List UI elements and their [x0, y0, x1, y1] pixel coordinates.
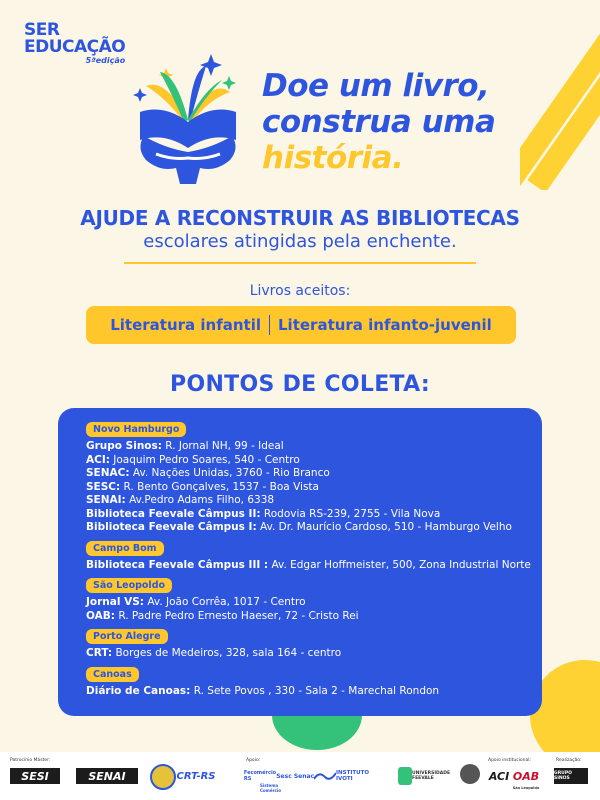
oab-sub-label: São Leopoldo — [512, 785, 540, 790]
accepted-item-infanto-juvenil: Literatura infanto-juvenil — [278, 316, 492, 334]
collection-point-address: R. Sete Povos , 330 - Sala 2 - Marechal Rondon — [190, 684, 440, 697]
collection-point-address: Av. Edgar Hoffmeister, 500, Zona Industrial Norte — [268, 558, 531, 571]
city-tag: Canoas — [86, 667, 139, 682]
collection-point-row — [86, 685, 536, 699]
help-title: AJUDE A RECONSTRUIR AS BIBLIOTECAS — [80, 206, 520, 230]
collection-point-row — [86, 508, 536, 522]
collection-point-address: Joaquim Pedro Soares, 540 - Centro — [109, 453, 300, 466]
collection-point-row — [86, 440, 536, 454]
collection-point-row — [86, 596, 536, 610]
collection-point-name: Biblioteca Feevale Câmpus II: — [86, 507, 261, 520]
headline-line3: história. — [262, 140, 404, 176]
city-group — [86, 625, 536, 661]
accepted-label: Livros aceitos: — [249, 283, 351, 299]
senac-logo: Senac — [293, 772, 315, 780]
brand-line2: EDUCAÇÃO — [24, 37, 126, 57]
city-group — [86, 663, 536, 699]
feevale-logo: UNIVERSIDADE FEEVALE — [412, 771, 451, 781]
ivoti-wave-icon — [314, 768, 336, 784]
headline-line2: construa uma — [262, 104, 496, 140]
collection-point-name: SESC: — [86, 480, 121, 493]
collection-point-row — [86, 494, 536, 508]
collection-point-row — [86, 559, 536, 573]
collection-points-card — [58, 408, 542, 716]
city-group — [86, 537, 536, 573]
collection-point-address: Rodovia RS-239, 2755 - Vila Nova — [260, 507, 441, 520]
fecomercio-logo: Fecomércio RS — [243, 770, 277, 782]
collection-point-name: SENAI: — [86, 494, 126, 506]
sponsors-footer — [0, 752, 600, 800]
collection-point-row — [86, 467, 536, 481]
book-hands-illustration — [126, 48, 246, 188]
city-group — [86, 418, 536, 535]
collection-points-title: PONTOS DE COLETA: — [170, 372, 430, 397]
collection-point-address: Borges de Medeiros, 328, sala 164 - centro — [112, 647, 342, 659]
brand-edition: 5ªedição — [85, 56, 126, 65]
collection-point-name: SENAC: — [86, 467, 130, 479]
collection-point-address: R. Jornal NH, 99 - Ideal — [161, 440, 284, 452]
divider — [124, 262, 476, 264]
accepted-books-pill — [86, 306, 516, 344]
collection-point-row — [86, 481, 536, 495]
sistema-comercio-logo: Sistema Comércio — [260, 783, 282, 793]
footer-label-master: Patrocínio Máster: — [10, 758, 51, 763]
collection-point-address: Av. João Corrêa, 1017 - Centro — [144, 596, 306, 608]
senai-logo: SENAI — [76, 768, 138, 784]
instituto-ivoti-logo: INSTITUTO IVOTI — [336, 770, 370, 782]
city-tag: Campo Bom — [86, 541, 164, 556]
collection-point-name: ACI: — [86, 453, 110, 466]
crt-seal-icon — [150, 764, 176, 790]
footer-label-realizacao: Realização: — [556, 758, 582, 763]
collection-point-address: Av. Dr. Maurício Cardoso, 510 - Hamburgo Velho — [256, 521, 512, 533]
collection-point-address: R. Padre Pedro Ernesto Haeser, 72 - Cristo Rei — [114, 609, 359, 622]
oab-logo: OAB — [512, 769, 540, 783]
ser-educacao-logo — [24, 22, 125, 65]
accepted-item-infantil: Literatura infantil — [110, 316, 261, 334]
collection-point-name: Grupo Sinos: — [86, 440, 162, 452]
help-subtitle: escolares atingidas pela enchente. — [143, 231, 457, 252]
collection-points-list — [86, 418, 536, 700]
aci-logo: ACI — [488, 769, 510, 783]
headline-line1: Doe um livro, — [262, 68, 490, 104]
collection-point-address: R. Bento Gonçalves, 1537 - Boa Vista — [120, 480, 319, 493]
municipal-seal-icon — [460, 764, 480, 784]
feevale-shield-icon — [398, 767, 412, 785]
collection-point-name: Biblioteca Feevale Câmpus I: — [86, 521, 257, 533]
brand-line1: SER — [24, 20, 60, 40]
collection-point-row — [86, 521, 536, 535]
corner-stripes-decoration — [520, 0, 600, 190]
pill-separator — [269, 315, 270, 335]
city-tag: Porto Alegre — [86, 629, 168, 644]
collection-point-name: CRT: — [86, 647, 113, 659]
footer-label-apoio: Apoio: — [246, 758, 261, 763]
city-tag: Novo Hamburgo — [86, 422, 186, 437]
grupo-sinos-logo: GRUPO SINOS — [554, 768, 588, 784]
footer-label-institucional: Apoio institucional: — [488, 758, 532, 763]
help-message — [0, 206, 600, 252]
collection-point-name: Biblioteca Feevale Câmpus III : — [86, 558, 269, 571]
collection-point-name: Diário de Canoas: — [86, 684, 191, 697]
city-group — [86, 574, 536, 623]
collection-point-name: OAB: — [86, 609, 115, 622]
crt-rs-logo: CRT-RS — [176, 770, 216, 782]
city-tag: São Leopoldo — [86, 578, 172, 593]
collection-point-row — [86, 647, 536, 661]
collection-point-name: Jornal VS: — [86, 596, 145, 608]
collection-point-address: Av. Nações Unidas, 3760 - Rio Branco — [129, 467, 330, 479]
collection-point-row — [86, 610, 536, 624]
sesi-logo: SESI — [10, 768, 60, 784]
headline — [262, 68, 495, 176]
sesc-logo: Sesc — [276, 772, 292, 780]
collection-point-row — [86, 454, 536, 468]
collection-point-address: Av.Pedro Adams Filho, 6338 — [125, 494, 275, 506]
